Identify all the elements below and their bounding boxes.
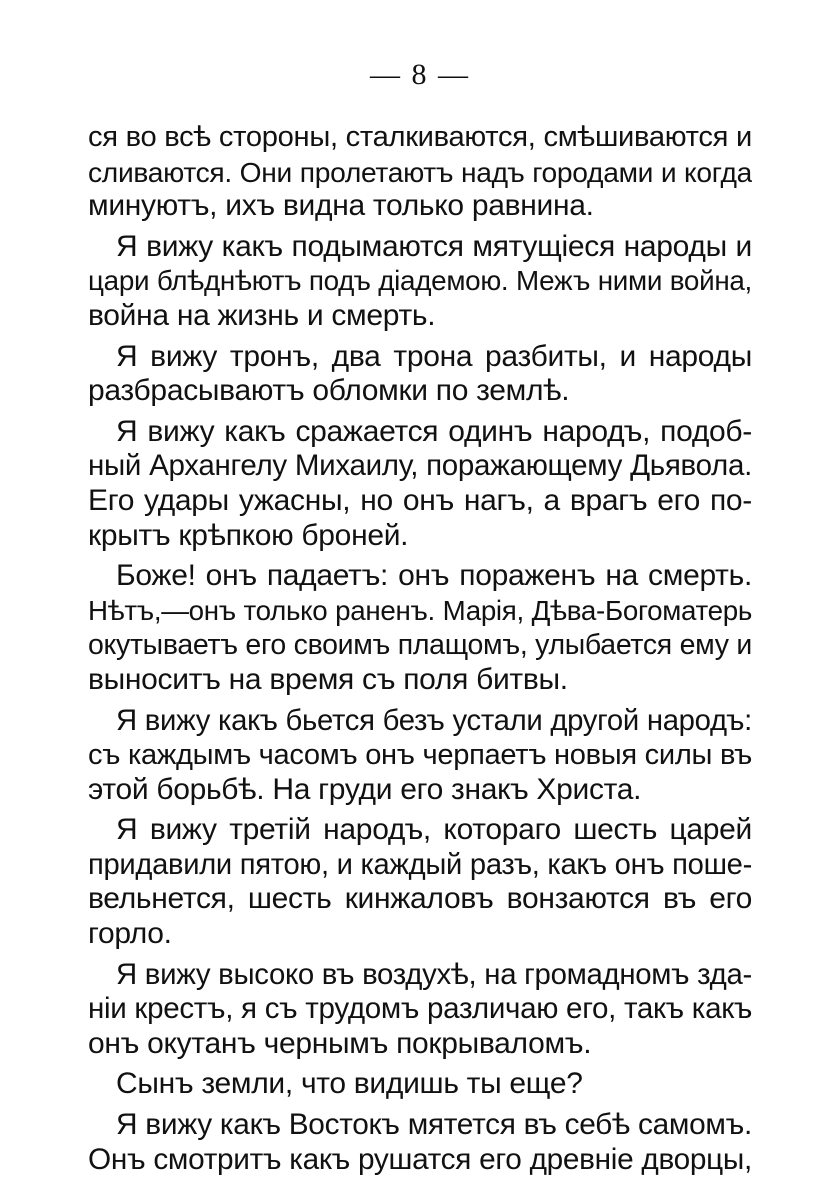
text-line: Нѣтъ,—онъ только раненъ. Марія, Дѣва-Богоматерь — [88, 594, 752, 626]
text-line: Я вижу третій народъ, котораго шесть царей — [116, 813, 752, 847]
text-line: Боже! онъ падаетъ: онъ пораженъ на смерть. — [116, 559, 752, 593]
text-line: война на жизнь и смерть. — [88, 298, 436, 332]
text-line: Сынъ земли, что видишь ты еще? — [116, 1067, 583, 1101]
text-line: онъ окутанъ чернымъ покрываломъ. — [88, 1026, 592, 1060]
text-line: минуютъ, ихъ видна только равнина. — [88, 189, 594, 223]
text-line: горло. — [88, 917, 172, 951]
text-line: разбрасываютъ обломки по землѣ. — [88, 374, 570, 408]
text-line: ся во всѣ стороны, сталкиваются, смѣшиваются и — [88, 121, 752, 153]
text-line: придавили пятою, и каждый разъ, какъ онъ поше- — [88, 848, 752, 881]
text-line: этой борьбѣ. На груди его знакъ Христа. — [88, 772, 642, 806]
body-text — [88, 120, 752, 1177]
text-line: Его удары ужасны, но онъ нагъ, а врагъ его по- — [88, 483, 752, 517]
text-line: Я вижу какъ подымаются мятущіеся народы и — [116, 229, 752, 263]
text-line: окутываетъ его своимъ плащомъ, улыбается ему и — [88, 629, 752, 662]
text-line: ный Архангелу Михаилу, поражающему Дьявола. — [88, 449, 752, 483]
text-line: Я вижу какъ Востокъ мятется въ себѣ самомъ. — [116, 1108, 752, 1142]
text-line: Я вижу какъ бьется безъ устали другой народъ: — [116, 703, 752, 737]
text-line: Я вижу высоко въ воздухѣ, на громадномъ зда- — [116, 957, 752, 991]
page-number: — 8 — — [370, 58, 470, 91]
text-line: Я вижу тронъ, два трона разбиты, и народы — [116, 339, 752, 373]
text-line: выноситъ на время съ поля битвы. — [88, 662, 568, 696]
text-line: Онъ смотритъ какъ рушатся его древніе дворцы, — [88, 1142, 752, 1176]
text-line: Я вижу какъ сражается одинъ народъ, подоб- — [116, 414, 752, 448]
text-line: сливаются. Они пролетаютъ надъ городами и когда — [88, 155, 752, 188]
text-line: вельнется, шесть кинжаловъ вонзаются въ его — [88, 882, 752, 916]
text-line: съ каждымъ часомъ онъ черпаетъ новыя силы въ — [88, 739, 752, 772]
text-line: крытъ крѣпкою броней. — [88, 518, 409, 552]
text-line: цари блѣднѣютъ подъ діадемою. Межъ ними война, — [88, 265, 752, 297]
text-line: ніи крестъ, я съ трудомъ различаю его, такъ какъ — [88, 992, 752, 1026]
